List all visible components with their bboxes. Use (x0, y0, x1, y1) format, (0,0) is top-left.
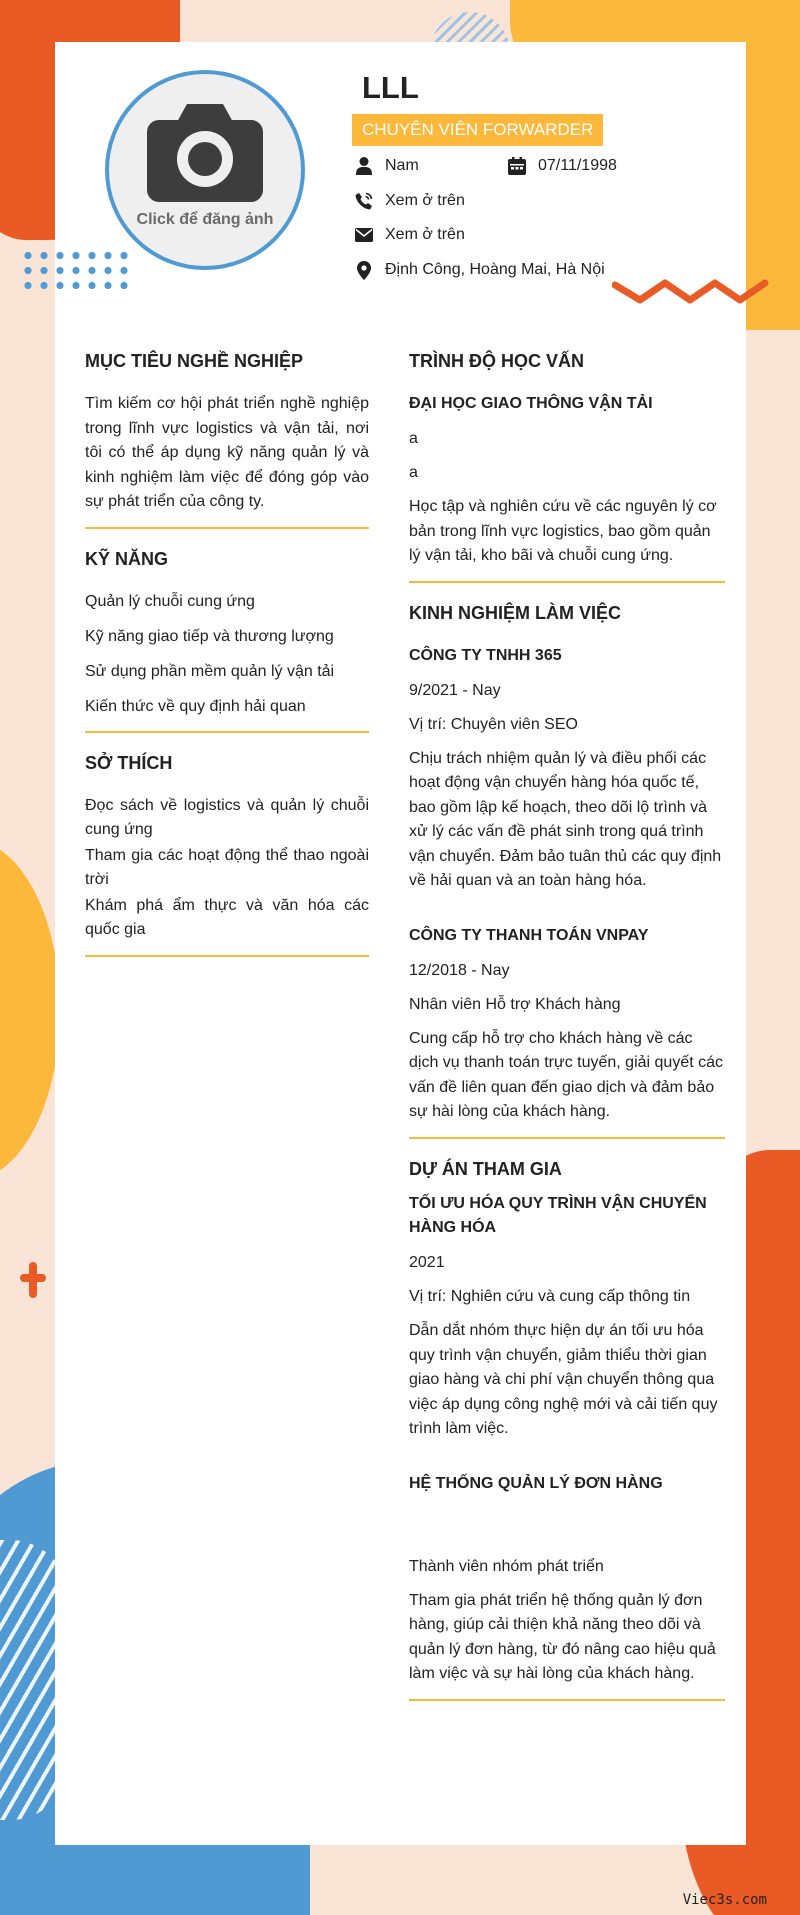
experience-title: KINH NGHIỆM LÀM VIỆC (409, 602, 622, 623)
education-line[interactable]: a (409, 464, 418, 481)
location-pin-icon (355, 261, 373, 279)
calendar-icon (508, 157, 526, 175)
person-icon (355, 157, 373, 175)
avatar-caption: Click để đăng ảnh (136, 211, 274, 228)
email-value: Xem ở trên (385, 226, 465, 243)
project-desc[interactable]: Tham gia phát triển hệ thống quản lý đơn hàng, giúp cải thiện khả năng theo dõi và quản lý đơn hàng, từ đó nâng cao hiệu quả làm việc và sự hài lòng của khách hàng. (409, 1591, 716, 1682)
right-column (409, 350, 725, 1720)
job-title[interactable]: CHUYÊN VIÊN FORWARDER (352, 114, 603, 146)
job-position[interactable]: Vị trí: Chuyên viên SEO (409, 715, 578, 733)
section-divider (85, 731, 369, 733)
skill-item[interactable]: Sử dụng phần mềm quản lý vận tải (85, 662, 335, 680)
skill-item[interactable]: Kiến thức về quy định hải quan (85, 697, 306, 715)
project-role[interactable]: Vị trí: Nghiên cứu và cung cấp thông tin (409, 1287, 691, 1305)
dob-field[interactable] (508, 157, 617, 175)
gender-value: Nam (385, 157, 419, 174)
skill-item[interactable]: Quản lý chuỗi cung ứng (85, 592, 255, 610)
hobby-item[interactable]: Tham gia các hoạt động thể thao ngoài trời (85, 846, 369, 888)
watermark: Viec3s.com (682, 1892, 767, 1908)
project-name[interactable]: TỐI ƯU HÓA QUY TRÌNH VẬN CHUYỂN HÀNG HÓA (409, 1194, 707, 1236)
hobbies-title: SỞ THÍCH (85, 752, 173, 773)
education-desc[interactable]: Học tập và nghiên cứu về các nguyên lý cơ bản trong lĩnh vực logistics, bao gồm quản lý vận tải, kho bãi và chuỗi cung ứng. (409, 498, 717, 564)
address-field[interactable] (355, 261, 605, 279)
project-desc[interactable]: Dẫn dắt nhóm thực hiện dự án tối ưu hóa quy trình vận chuyển, giảm thiểu thời gian giao hàng và chi phí vận chuyển thông qua việc áp dụng công nghệ mới và cải tiến quy trình làm việc. (409, 1322, 718, 1437)
objective-title: MỤC TIÊU NGHỀ NGHIỆP (85, 351, 304, 371)
avatar-upload[interactable] (105, 70, 305, 270)
company-name[interactable]: CÔNG TY TNHH 365 (409, 646, 562, 664)
hobby-item[interactable]: Đọc sách về logistics và quản lý chuỗi cung ứng (85, 796, 369, 838)
section-divider (409, 1137, 725, 1139)
project-year[interactable]: 2021 (409, 1253, 445, 1271)
hobby-item[interactable]: Khám phá ẩm thực và văn hóa các quốc gia (85, 896, 369, 938)
education-line[interactable]: a (409, 430, 418, 447)
camera-icon (147, 102, 263, 202)
section-divider (409, 1699, 725, 1701)
phone-value: Xem ở trên (385, 192, 465, 209)
skills-title: KỸ NĂNG (85, 548, 169, 569)
decor-plus (20, 1262, 46, 1298)
project-year[interactable] (409, 1507, 725, 1531)
projects-title: DỰ ÁN THAM GIA (409, 1158, 562, 1179)
address-value: Định Công, Hoàng Mai, Hà Nội (385, 261, 605, 278)
gender-field[interactable] (355, 157, 419, 175)
email-field[interactable] (355, 226, 465, 244)
dob-value: 07/11/1998 (538, 157, 617, 174)
job-desc[interactable]: Cung cấp hỗ trợ cho khách hàng về các dịch vụ thanh toán trực tuyến, giải quyết các vấn đề liên quan đến giao dịch và đảm bảo sự hài lòng của khách hàng. (409, 1029, 724, 1120)
section-divider (85, 527, 369, 529)
job-desc[interactable]: Chịu trách nhiệm quản lý và điều phối các hoạt động vận chuyển hàng hóa quốc tế, bao gồm lập kế hoạch, theo dõi lộ trình và xử lý các vấn đề phát sinh trong quá trình vận chuyển. Đảm bảo tuân thủ các quy định về hải quan và an toàn hàng hóa. (409, 749, 722, 889)
candidate-name[interactable]: LLL (362, 70, 419, 105)
phone-field[interactable] (355, 192, 465, 210)
project-role[interactable]: Thành viên nhóm phát triển (409, 1557, 604, 1575)
company-name[interactable]: CÔNG TY THANH TOÁN VNPAY (409, 926, 649, 944)
project-name[interactable]: HỆ THỐNG QUẢN LÝ ĐƠN HÀNG (409, 1474, 663, 1492)
school-name[interactable]: ĐẠI HỌC GIAO THÔNG VẬN TẢI (409, 395, 653, 412)
left-column (85, 350, 369, 976)
phone-icon (355, 192, 373, 210)
section-divider (409, 581, 725, 583)
decor-zigzag (612, 275, 772, 310)
skill-item[interactable]: Kỹ năng giao tiếp và thương lượng (85, 627, 334, 645)
section-divider (85, 955, 369, 957)
education-title: TRÌNH ĐỘ HỌC VẤN (409, 351, 584, 371)
decor-dots (20, 248, 135, 292)
envelope-icon (355, 226, 373, 244)
job-position[interactable]: Nhân viên Hỗ trợ Khách hàng (409, 995, 621, 1013)
decor-blob-yellow (0, 840, 60, 1180)
objective-text[interactable]: Tìm kiếm cơ hội phát triển nghề nghiệp trong lĩnh vực logistics và vận tải, nơi tôi có thể áp dụng kỹ năng quản lý và kinh nghiệm làm việc để đóng góp vào sự phát triển của công ty. (85, 395, 369, 510)
job-period[interactable]: 12/2018 - Nay (409, 961, 510, 979)
job-period[interactable]: 9/2021 - Nay (409, 681, 501, 699)
